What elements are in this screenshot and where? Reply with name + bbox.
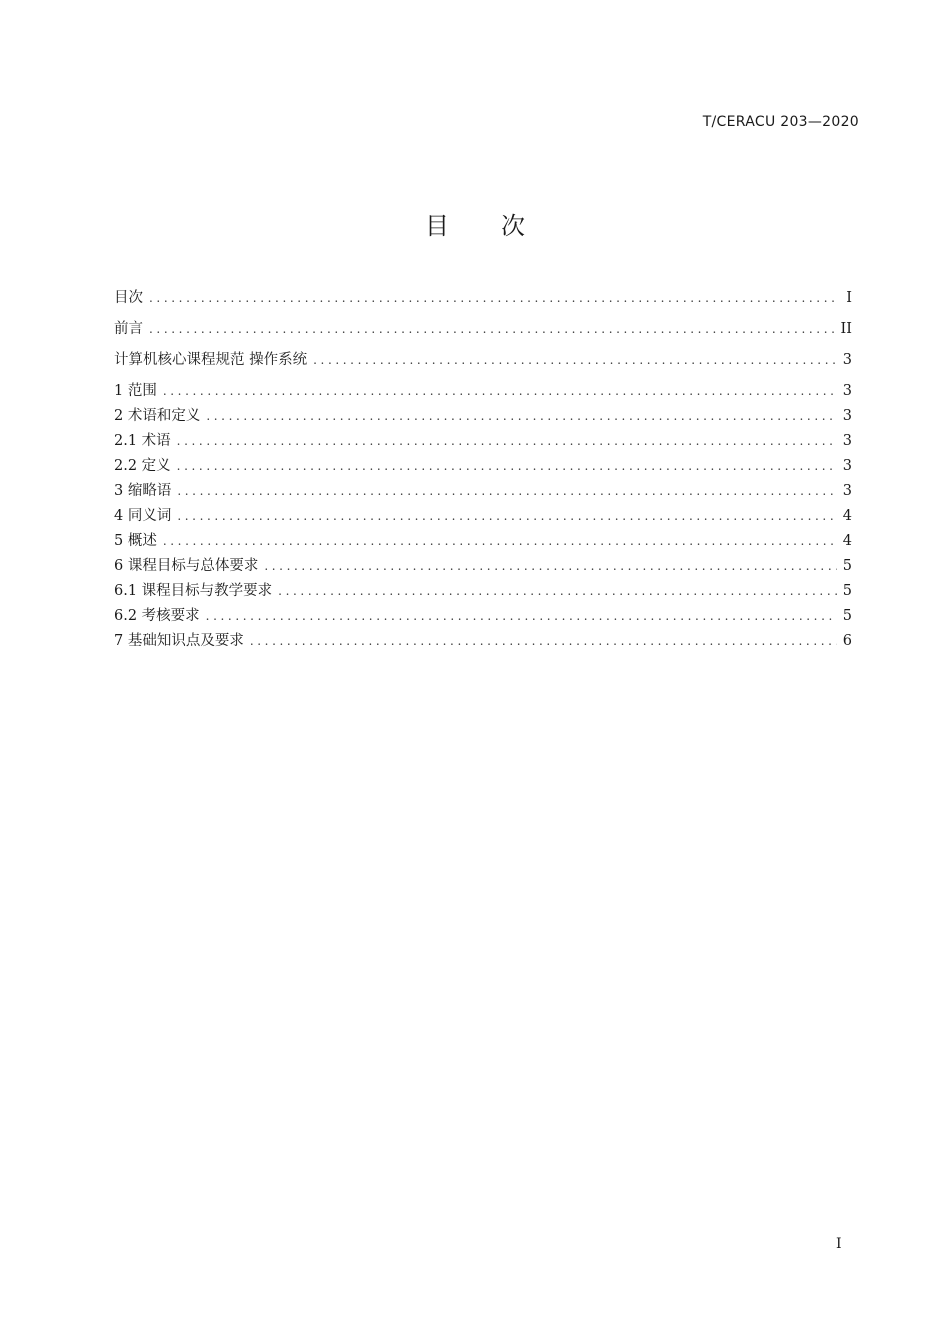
- toc-entry-page: 5: [842, 583, 852, 599]
- page-number: I: [836, 1236, 842, 1252]
- toc-entry-definitions[interactable]: [114, 454, 852, 479]
- toc-title-char-1: 目: [425, 212, 449, 240]
- toc-entry-os-spec[interactable]: [114, 348, 852, 379]
- toc-dot-leader: [177, 454, 837, 479]
- toc-entry-foreword[interactable]: [114, 317, 852, 348]
- toc-entry-label: 5 概述: [114, 533, 157, 549]
- toc-dot-leader: [177, 429, 837, 454]
- toc-entry-abbreviations[interactable]: [114, 479, 852, 504]
- toc-dot-leader: [313, 348, 837, 373]
- toc-dot-leader: [250, 629, 837, 654]
- toc-entry-label: 2 术语和定义: [114, 408, 201, 424]
- toc-entry-page: 3: [842, 458, 852, 474]
- toc-entry-label: 2.1 术语: [114, 433, 171, 449]
- toc-entry-page: 4: [842, 533, 852, 549]
- toc-title-char-2: 次: [501, 212, 525, 240]
- toc-entry-label: 3 缩略语: [114, 483, 172, 499]
- toc-entry-page: 4: [842, 508, 852, 524]
- toc-entry-page: 6: [842, 633, 852, 649]
- toc-entry-knowledge-points[interactable]: [114, 629, 852, 654]
- toc-entry-course-goals[interactable]: [114, 554, 852, 579]
- toc-dot-leader: [278, 579, 837, 604]
- toc-entry-overview[interactable]: [114, 529, 852, 554]
- toc-entry-label: 目次: [114, 290, 143, 306]
- toc-dot-leader: [177, 504, 836, 529]
- toc-entry-label: 2.2 定义: [114, 458, 171, 474]
- toc-entry-page: 5: [842, 558, 852, 574]
- toc-entry-label: 6 课程目标与总体要求: [114, 558, 259, 574]
- toc-entry-label: 6.1 课程目标与教学要求: [114, 583, 273, 599]
- toc-dot-leader: [264, 554, 836, 579]
- toc-dot-leader: [206, 604, 837, 629]
- toc-entry-page: 3: [842, 352, 852, 368]
- toc-entry-synonyms[interactable]: [114, 504, 852, 529]
- toc-dot-leader: [149, 317, 835, 342]
- toc-dot-leader: [149, 286, 838, 311]
- toc-dot-leader: [163, 379, 837, 404]
- toc-dot-leader: [163, 529, 837, 554]
- document-code: T/CERACU 203—2020: [702, 114, 859, 130]
- toc-entry-label: 6.2 考核要求: [114, 608, 200, 624]
- toc-entry-page: 3: [842, 408, 852, 424]
- toc-entry-label: 计算机核心课程规范 操作系统: [114, 352, 308, 368]
- toc-entry-page: 3: [842, 433, 852, 449]
- toc-entry-page: 3: [842, 483, 852, 499]
- toc-dot-leader: [206, 404, 836, 429]
- toc-entry-teaching-requirements[interactable]: [114, 579, 852, 604]
- toc-entry-label: 前言: [114, 321, 143, 337]
- toc-title: [0, 206, 950, 241]
- toc-entry-label: 7 基础知识点及要求: [114, 633, 244, 649]
- toc-entry-scope[interactable]: [114, 379, 852, 404]
- toc-entry-label: 4 同义词: [114, 508, 172, 524]
- toc-entry-terms[interactable]: [114, 429, 852, 454]
- toc-entry-assessment[interactable]: [114, 604, 852, 629]
- toc-dot-leader: [177, 479, 836, 504]
- toc-entry-page: I: [846, 290, 852, 306]
- toc-entry-terms-definitions[interactable]: [114, 404, 852, 429]
- toc-entry-page: 3: [842, 383, 852, 399]
- toc-entry-label: 1 范围: [114, 383, 157, 399]
- toc-entry-page: 5: [842, 608, 852, 624]
- toc-entry-contents[interactable]: [114, 286, 852, 317]
- toc-list: [114, 286, 852, 654]
- toc-entry-page: II: [840, 321, 852, 337]
